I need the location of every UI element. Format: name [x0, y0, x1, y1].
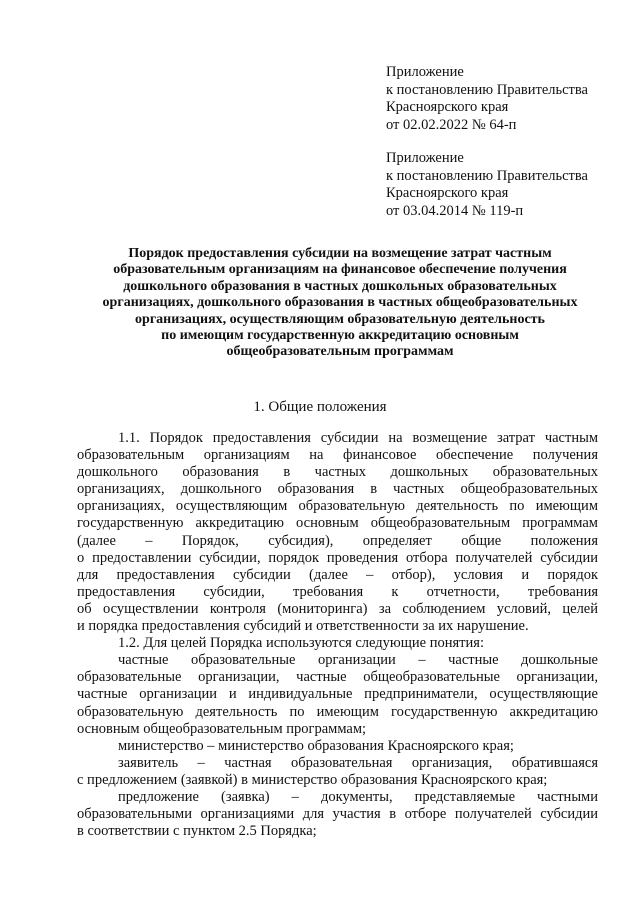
title-line: организациях, осуществляющим образовательную деятельность — [135, 311, 545, 327]
paragraph-line: организациях, осуществляющим образовательную деятельность по имеющим — [77, 498, 598, 515]
title-line: образовательным организациям на финансовое обеспечение получения — [113, 262, 567, 278]
paragraph-line: предоставления субсидии, требования к отчетности, требования — [77, 583, 598, 600]
paragraph-line: основным общеобразовательным программам; — [77, 720, 367, 737]
paragraph-line: для предоставления субсидии (далее – отбор), условия и порядок — [77, 566, 598, 583]
paragraph-line: 1.2. Для целей Порядка используются следующие понятия: — [118, 635, 484, 652]
appendix-region: Красноярского края — [386, 185, 509, 202]
appendix-note-2014 — [386, 150, 626, 220]
title-line: организациях, дошкольного образования в частных общеобразовательных — [102, 295, 578, 311]
paragraph-line: заявитель – частная образовательная организация, обратившаяся — [118, 754, 598, 771]
document-body — [77, 430, 598, 840]
section-heading: 1. Общие положения — [253, 399, 387, 415]
paragraph-line: министерство – министерство образования Красноярского края; — [118, 737, 514, 754]
document-title — [60, 246, 620, 361]
title-line: общеобразовательным программам — [226, 344, 454, 360]
paragraph-line: и порядка предоставления субсидий и ответственности за их нарушение. — [77, 618, 529, 635]
title-line: Порядок предоставления субсидии на возмещение затрат частным — [128, 246, 552, 261]
paragraph-line: частные организации и индивидуальные предприниматели, осуществляющие — [77, 686, 598, 703]
appendix-date-number: от 03.04.2014 № 119-п — [386, 202, 524, 219]
paragraph-line: образовательную деятельность по имеющим государственную аккредитацию — [77, 703, 598, 720]
paragraph-line: 1.1. Порядок предоставления субсидии на возмещение затрат частным — [118, 430, 598, 446]
title-line: по имеющим государственную аккредитацию основным — [161, 328, 519, 344]
appendix-date-number: от 02.02.2022 № 64-п — [386, 116, 517, 133]
paragraph-line: предложение (заявка) – документы, представляемые частными — [118, 788, 598, 805]
paragraph-line: частные образовательные организации – частные дошкольные — [118, 652, 598, 669]
paragraph-line: образовательными организациями для участия в отборе получателей субсидии — [77, 806, 598, 823]
paragraph-line: с предложением (заявкой) в министерство образования Красноярского края; — [77, 771, 548, 788]
appendix-note-2022 — [386, 64, 626, 134]
paragraph-line: (далее – Порядок, субсидия), определяет общие положения — [77, 532, 598, 549]
appendix-region: Красноярского края — [386, 99, 509, 116]
paragraph-line: государственную аккредитацию основным общеобразовательным программам — [77, 515, 598, 532]
paragraph-line: образовательным организациям на финансовое обеспечение получения — [77, 447, 598, 464]
appendix-label: Приложение — [386, 150, 464, 166]
title-line: дошкольного образования в частных дошкольных образовательных — [123, 278, 557, 294]
paragraph-line: в соответствии с пунктом 2.5 Порядка; — [77, 823, 317, 840]
paragraph-line: образовательные организации, частные общеобразовательные организации, — [77, 669, 598, 686]
appendix-label: Приложение — [386, 64, 464, 80]
paragraph-line: организациях, дошкольного образования в частных общеобразовательных — [77, 481, 598, 498]
paragraph-line: дошкольного образования в частных дошкольных образовательных — [77, 464, 598, 481]
appendix-decree-ref: к постановлению Правительства — [386, 167, 588, 184]
appendix-decree-ref: к постановлению Правительства — [386, 81, 588, 98]
paragraph-line: о предоставлении субсидии, порядок проведения отбора получателей субсидии — [77, 549, 598, 566]
paragraph-line: об осуществлении контроля (мониторинга) за соблюдением условий, целей — [77, 600, 598, 617]
